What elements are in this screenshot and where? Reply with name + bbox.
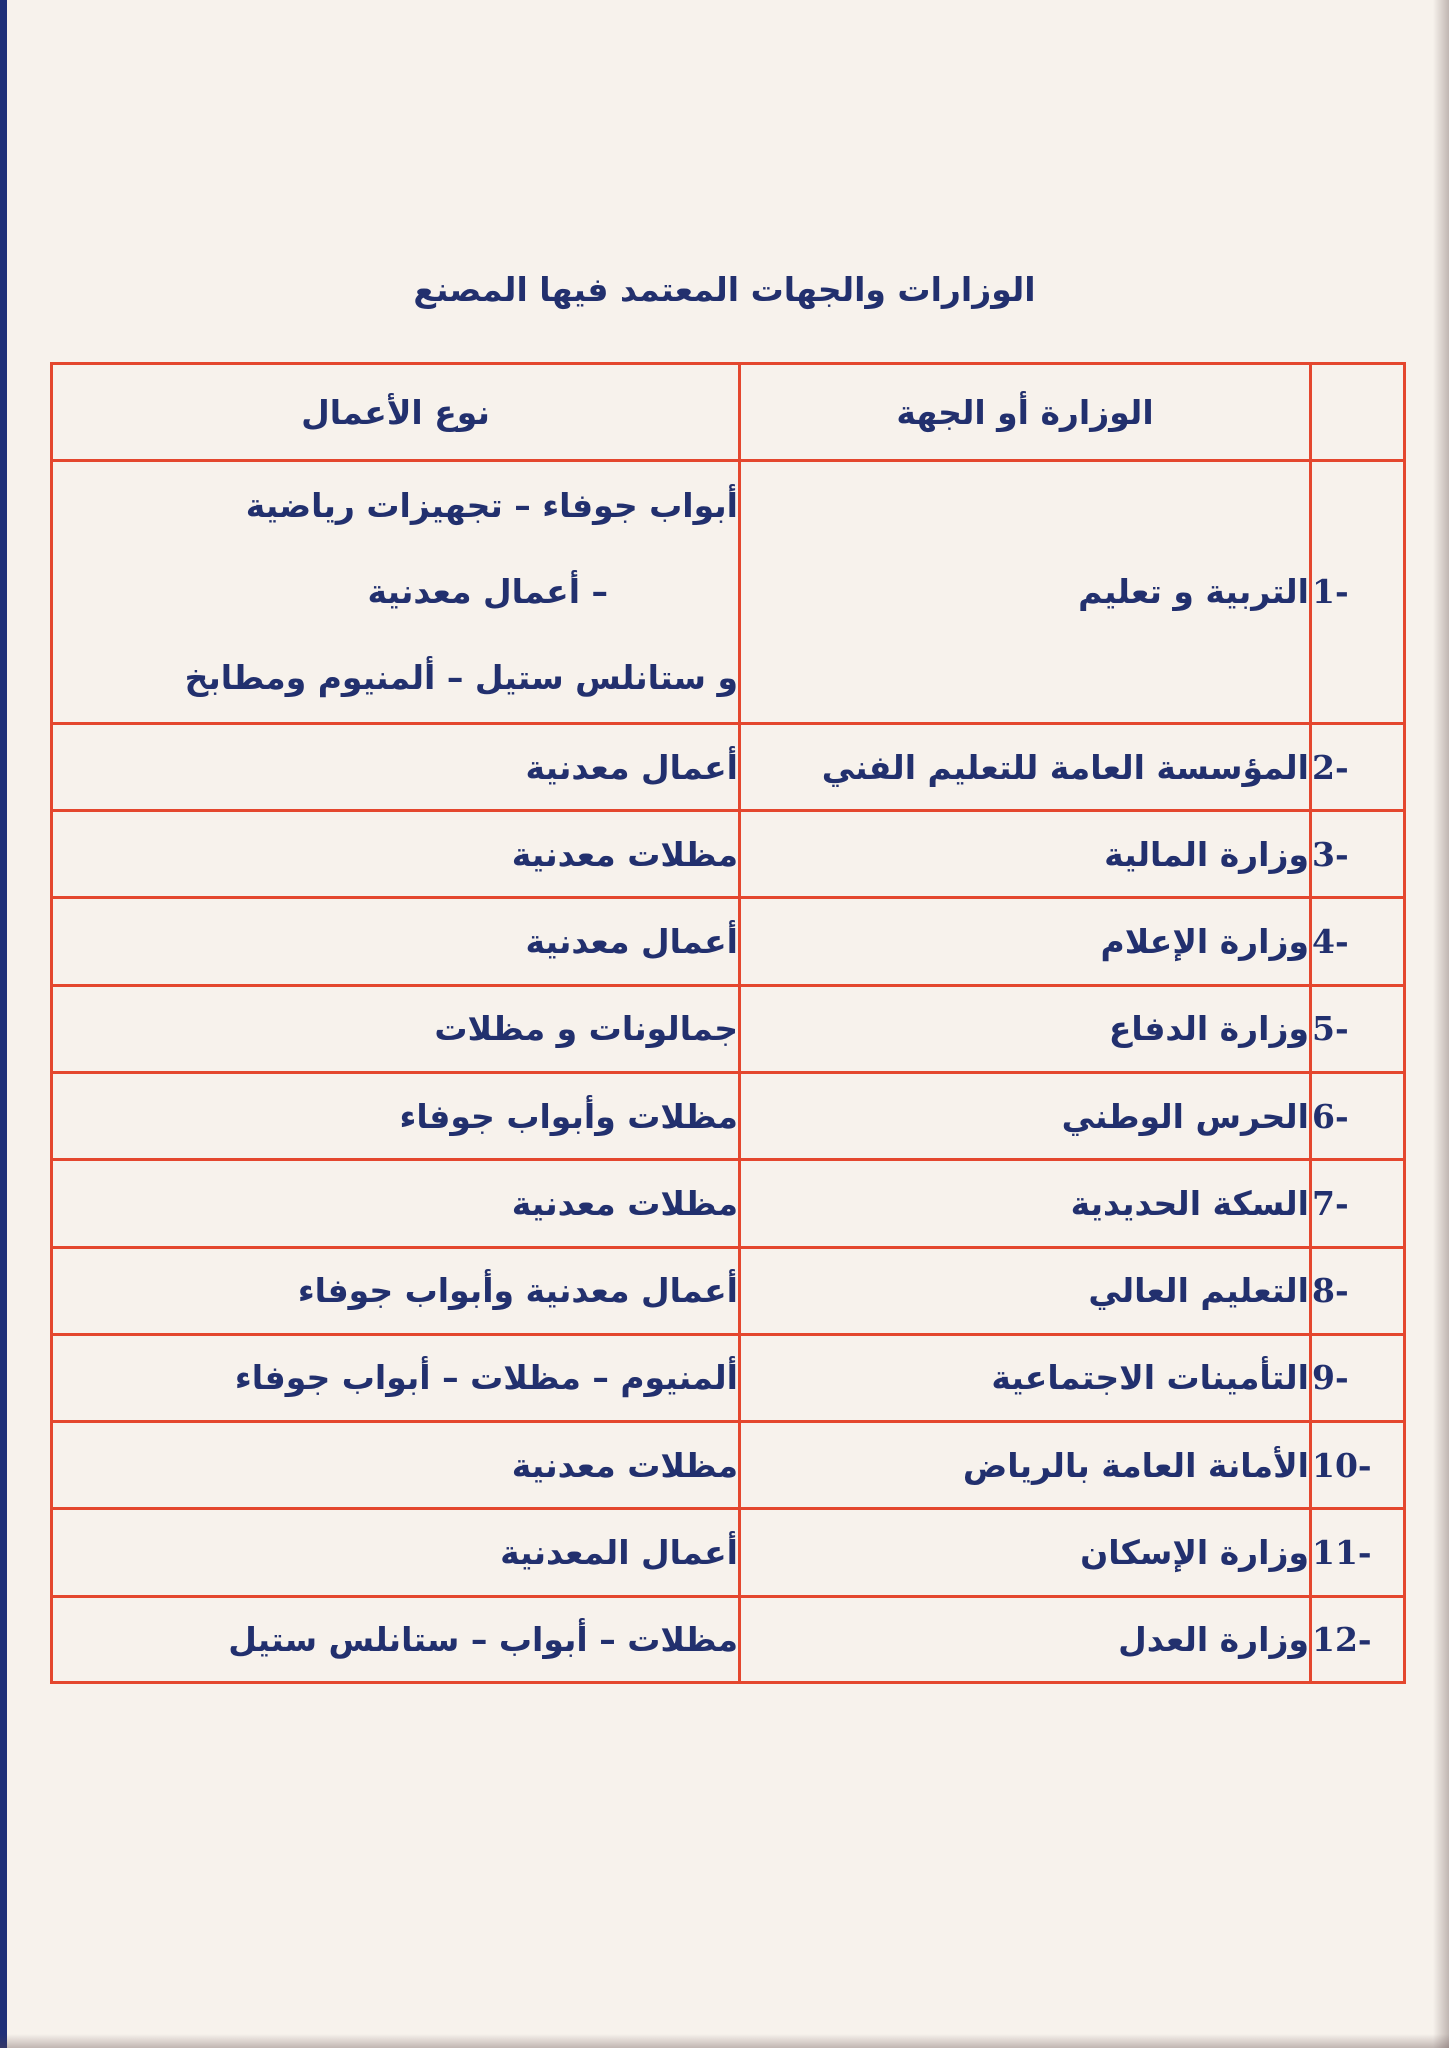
work-line: – أعمال معدنية: [367, 571, 608, 611]
row-work-type: أعمال معدنية: [52, 898, 740, 985]
table-row: [52, 898, 1405, 985]
table-row: [52, 1334, 1405, 1421]
row-work-type: أعمال معدنية وأبواب جوفاء: [52, 1247, 740, 1334]
header-entity: الوزارة أو الجهة: [740, 364, 1311, 461]
row-work-type: أعمال معدنية: [52, 723, 740, 810]
table-header-row: [52, 364, 1405, 461]
row-number: 2-: [1311, 723, 1405, 810]
table-row: [52, 723, 1405, 810]
row-work-type: ألمنيوم – مظلات – أبواب جوفاء: [52, 1334, 740, 1421]
header-work-type: نوع الأعمال: [52, 364, 740, 461]
row-number: 4-: [1311, 898, 1405, 985]
row-work-type: مظلات معدنية: [52, 1160, 740, 1247]
row-entity: التأمينات الاجتماعية: [740, 1334, 1311, 1421]
table-row: [52, 1160, 1405, 1247]
row-work-type: مظلات – أبواب – ستانلس ستيل: [52, 1596, 740, 1682]
header-number: [1311, 364, 1405, 461]
row-number: 5-: [1311, 985, 1405, 1072]
ministries-table: [50, 362, 1406, 1684]
row-work-type: مظلات معدنية: [52, 811, 740, 898]
table-row: [52, 461, 1405, 724]
table-row: [52, 811, 1405, 898]
row-entity: وزارة الإعلام: [740, 898, 1311, 985]
row-number: 8-: [1311, 1247, 1405, 1334]
table-row: [52, 985, 1405, 1072]
row-number: 1-: [1311, 461, 1405, 724]
row-work-type: أعمال المعدنية: [52, 1509, 740, 1596]
row-number: 6-: [1311, 1072, 1405, 1159]
row-work-type: جمالونات و مظلات: [52, 985, 740, 1072]
row-number: 9-: [1311, 1334, 1405, 1421]
row-entity: وزارة الإسكان: [740, 1509, 1311, 1596]
row-number: 12-: [1311, 1596, 1405, 1682]
row-entity: وزارة العدل: [740, 1596, 1311, 1682]
page-bottom-shadow: [0, 2034, 1449, 2048]
work-line: و ستانلس ستيل – ألمنيوم ومطابخ: [184, 657, 738, 697]
row-work-type: [52, 461, 740, 724]
row-entity: التربية و تعليم: [740, 461, 1311, 724]
table-row: [52, 1247, 1405, 1334]
row-entity: وزارة الدفاع: [740, 985, 1311, 1072]
table-row: [52, 1072, 1405, 1159]
row-work-type: مظلات وأبواب جوفاء: [52, 1072, 740, 1159]
table-row: [52, 1509, 1405, 1596]
row-number: 10-: [1311, 1422, 1405, 1509]
work-line: أبواب جوفاء – تجهيزات رياضية: [245, 485, 738, 525]
table-row: [52, 1596, 1405, 1682]
page-title: الوزارات والجهات المعتمد فيها المصنع: [413, 270, 1036, 309]
row-number: 7-: [1311, 1160, 1405, 1247]
row-entity: التعليم العالي: [740, 1247, 1311, 1334]
row-number: 3-: [1311, 811, 1405, 898]
row-entity: وزارة المالية: [740, 811, 1311, 898]
table-row: [52, 1422, 1405, 1509]
row-number: 11-: [1311, 1509, 1405, 1596]
row-entity: المؤسسة العامة للتعليم الفني: [740, 723, 1311, 810]
row-entity: الحرس الوطني: [740, 1072, 1311, 1159]
row-entity: السكة الحديدية: [740, 1160, 1311, 1247]
row-work-type: مظلات معدنية: [52, 1422, 740, 1509]
row-entity: الأمانة العامة بالرياض: [740, 1422, 1311, 1509]
